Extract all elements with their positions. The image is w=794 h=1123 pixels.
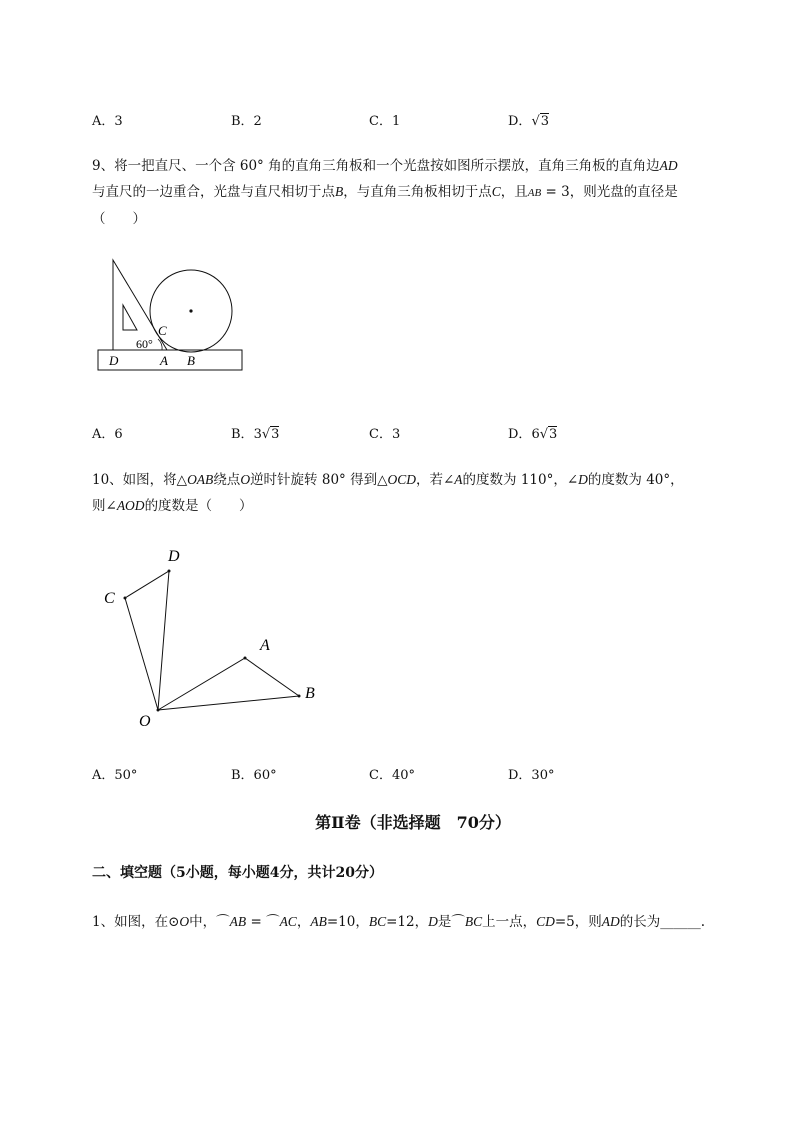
- q10-line1: 10、如图，将△OAB绕点O逆时针旋转 80° 得到△OCD，若∠A的度数为 110°，∠D的度数为 40°，: [92, 472, 684, 488]
- q8-option-a: A．3: [92, 114, 123, 129]
- q9-line2: 与直尺的一边重合，光盘与直尺相切于点B，与直角三角板相切于点C，且AB = 3，则光盘的直径是: [92, 184, 678, 200]
- point-b: [298, 695, 301, 698]
- q8-option-d-root: 3: [540, 114, 550, 129]
- fig10-label-d: D: [168, 548, 180, 565]
- point-o: [157, 709, 160, 712]
- fig9-label-a: A: [160, 353, 168, 368]
- fig9-label-d: D: [109, 353, 119, 368]
- fig9-label-b: B: [187, 353, 195, 368]
- sqrt-icon: √: [531, 114, 540, 129]
- q10-options: [92, 764, 712, 782]
- arc-icon: ⌒: [216, 914, 230, 930]
- q9-var-ad: AD: [659, 158, 678, 173]
- fig10-label-b: B: [305, 685, 315, 702]
- q8-option-d-prefix: D．: [508, 114, 532, 129]
- q10-option-d: D．30°: [508, 768, 555, 783]
- q9-option-a: A．6: [92, 427, 123, 442]
- sqrt-icon: √: [261, 427, 271, 442]
- arc-icon: ⌒: [266, 914, 280, 930]
- section-title: 第Ⅱ卷（非选择题 70分）: [315, 813, 511, 832]
- point-d: [168, 570, 171, 573]
- q9-figure: [95, 255, 250, 375]
- fig9-label-60: 60°: [136, 337, 153, 351]
- q9-options: [92, 423, 712, 441]
- triangle-oab: [158, 658, 299, 710]
- disc-center: [189, 309, 192, 312]
- q9-option-b: B．3√3: [231, 427, 280, 442]
- q10-option-c: C．40°: [369, 768, 415, 783]
- point-a: [244, 657, 247, 660]
- fill-question-1: 1、如图，在⊙O中，⌒AB = ⌒AC，AB=10，BC=12，D是⌒BC上一点，CD=5，则AD的长为______.: [92, 914, 706, 930]
- q9-question: [92, 153, 732, 232]
- q8-option-d: [508, 110, 549, 129]
- fig10-label-o: O: [139, 713, 151, 730]
- q8-options: [92, 110, 712, 128]
- q10-option-b: B．60°: [231, 768, 277, 783]
- q8-option-c: C．1: [369, 114, 401, 129]
- q8-option-b: B．2: [231, 114, 262, 129]
- q10-question: [92, 467, 732, 519]
- arc-icon: ⌒: [451, 914, 465, 930]
- fig9-label-c: C: [158, 323, 167, 338]
- q10-line2: 则∠AOD的度数是（ ）: [92, 498, 253, 514]
- fig10-label-a: A: [260, 637, 270, 654]
- sqrt-icon: √: [539, 427, 549, 442]
- q10-figure: [95, 540, 335, 740]
- set-square-inner: [123, 305, 137, 330]
- fig10-label-c: C: [104, 590, 115, 607]
- answer-blank[interactable]: ______: [660, 914, 701, 930]
- q9-line1: 9、将一把直尺、一个含 60° 角的直角三角板和一个光盘按如图所示摆放，直角三角板的直角边AD: [92, 158, 678, 174]
- section-heading: 二、填空题（5小题，每小题4分，共计20分）: [92, 865, 383, 881]
- triangle-ocd: [125, 571, 169, 710]
- point-c: [124, 597, 127, 600]
- q10-option-a: A．50°: [92, 768, 138, 783]
- q9-option-c: C．3: [369, 427, 401, 442]
- ruler: [98, 350, 242, 370]
- q9-line3: （ ）: [92, 211, 146, 227]
- q9-option-d: D．6√3: [508, 427, 558, 442]
